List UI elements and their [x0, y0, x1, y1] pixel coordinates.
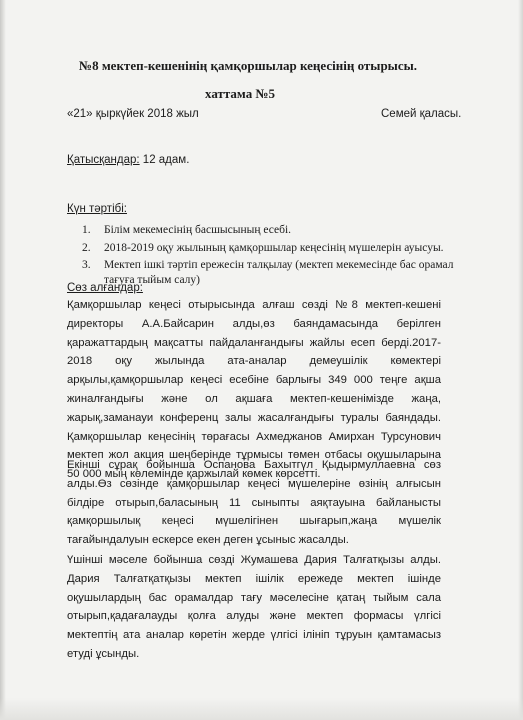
- agenda-heading: Күн тәртібі:: [67, 203, 127, 215]
- scan-bottom-shade: [0, 698, 523, 720]
- agenda-item-number: 2.: [82, 242, 91, 254]
- meeting-city: Семей қаласы.: [381, 108, 462, 120]
- agenda-item: [82, 241, 482, 258]
- paragraph-first-speaker: Қамқоршылар кеңесі отырысында алғаш сөзді №8 мектеп-кешені директоры А.А.Байсарин алды,өз баяндамасында берілген қаражаттардың мақсатты пайдаланғандығы жайлы есеп берді.2017-2018 оқу жылында ата-аналар демеушілік көмектері арқылы,қамқоршылар кеңесі есебіне барлығы 349 000 теңге ақша жиналғандығы және ол ақшаға мектеп-кешенімізде жаңа, жарық,заманауи конференц залы жасалғандығы туралы баяндады. Қамқоршылар кеңесінің төрағасы Ахмеджанов Амирхан Турсунович мектеп жол акция шеңберінде тұрмысы төмен отбасы оқушыларына 50 000 мың көлемінде қаржылай көмек көрсетті.: [67, 299, 441, 481]
- participants-label: Қатысқандар:: [67, 154, 140, 166]
- participants-line: [67, 154, 189, 166]
- document-title: №8 мектеп-кешенінің қамқоршылар кеңесінің отырысы.: [79, 58, 417, 73]
- meeting-date: «21» қыркүйек 2018 жыл: [67, 108, 199, 120]
- speakers-heading: Сөз алғандар:: [67, 282, 143, 294]
- agenda-item: [82, 223, 482, 241]
- agenda-item-text: Мектеп ішкі тәртіп ережесін талқылау (мектеп мекемесінде бас орамал тағуға тыйым салу): [104, 259, 454, 286]
- agenda-item-number: 3.: [82, 259, 91, 271]
- agenda-list: [82, 223, 482, 288]
- scan-edge-right: [518, 0, 523, 720]
- protocol-number: хаттама №5: [205, 86, 276, 101]
- agenda-item-text: 2018-2019 оқу жылының қамқоршылар кеңесінің мүшелерін ауысуы.: [104, 242, 444, 254]
- scan-edge-left: [0, 0, 6, 720]
- paragraph-second-speaker: Екінші сұрақ бойынша Оспанова Бахытгүл Қыдырмуллаевна сөз алды.Өз сөзінде қамқоршылар кеңесі мүшелеріне өзінің алғысын білдіре отырып,баласының 11 сыныпты аяқтауына байланысты қамқоршылық кеңесі мүшелігінен шығарып,жаңа мүшелік тағайындалуын ескерсе екен деген ұсыныс жасалды.: [67, 459, 441, 547]
- paragraph-third-speaker: Үшінші мәселе бойынша сөзді Жумашева Дария Талғатқызы алды. Дария Талғатқатқызы мектеп ішілік ережеде мектеп ішінде оқушылардың бас орамалдар тағу мәселесіне қатаң тыйым сала отырып,қадағалауды қолға алуды және мектеп формасы үлгісі мектептің ата аналар көретін жерде үлгісі ілініп тұруын қамтамасыз етуді ұсынды.: [67, 554, 441, 660]
- participants-value: 12 адам.: [139, 154, 190, 166]
- agenda-item-text: Білім мекемесінің басшысының есебі.: [104, 224, 292, 236]
- agenda-item-number: 1.: [82, 224, 91, 236]
